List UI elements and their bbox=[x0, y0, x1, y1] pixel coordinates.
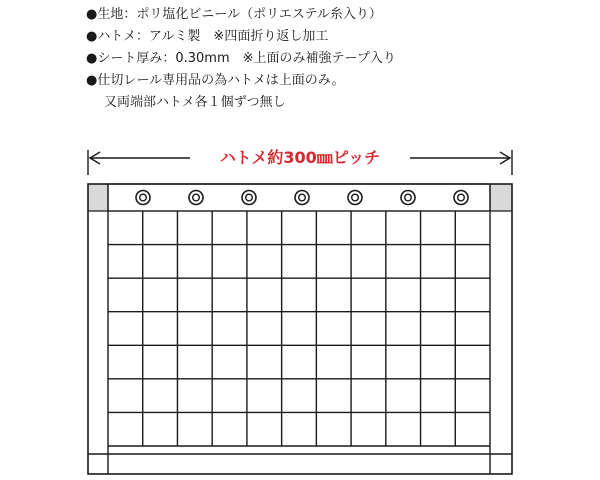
spec-text: シート厚み：0.30mm ※上面のみ補強テープ入り bbox=[97, 51, 396, 66]
pitch-label: ハトメ約300㎜ピッチ bbox=[190, 147, 410, 169]
grommet-icon bbox=[189, 191, 203, 205]
grommet-icon bbox=[136, 191, 150, 205]
spec-text: ハトメ：アルミ製 ※四面折り返し加工 bbox=[97, 29, 329, 44]
grommet-hole bbox=[193, 194, 200, 201]
grommet-icon bbox=[242, 191, 256, 205]
spec-text: 生地：ポリ塩化ビニール（ポリエステル糸入り） bbox=[97, 7, 382, 22]
grommet-icon bbox=[401, 191, 415, 205]
grommet-hole bbox=[299, 194, 306, 201]
sheet-panel bbox=[88, 184, 512, 474]
grommet-hole bbox=[458, 194, 465, 201]
bullet-icon: ● bbox=[86, 7, 98, 22]
grommet-hole bbox=[246, 194, 253, 201]
grommet-icon bbox=[454, 191, 468, 205]
spec-text: 又両端部ハトメ各１個ずつ無し bbox=[104, 95, 286, 110]
grommet-hole bbox=[140, 194, 147, 201]
mesh-grid bbox=[108, 211, 490, 446]
bullet-icon: ● bbox=[86, 51, 98, 66]
spec-text: 仕切レール専用品の為ハトメは上面のみ。 bbox=[97, 73, 345, 88]
bullet-icon: ● bbox=[86, 73, 98, 88]
sheet-outline bbox=[88, 184, 512, 474]
grommet-hole bbox=[352, 194, 359, 201]
grommet-icon bbox=[348, 191, 362, 205]
grommet-hole bbox=[405, 194, 412, 201]
bullet-icon: ● bbox=[86, 29, 98, 44]
grommet-icon bbox=[295, 191, 309, 205]
